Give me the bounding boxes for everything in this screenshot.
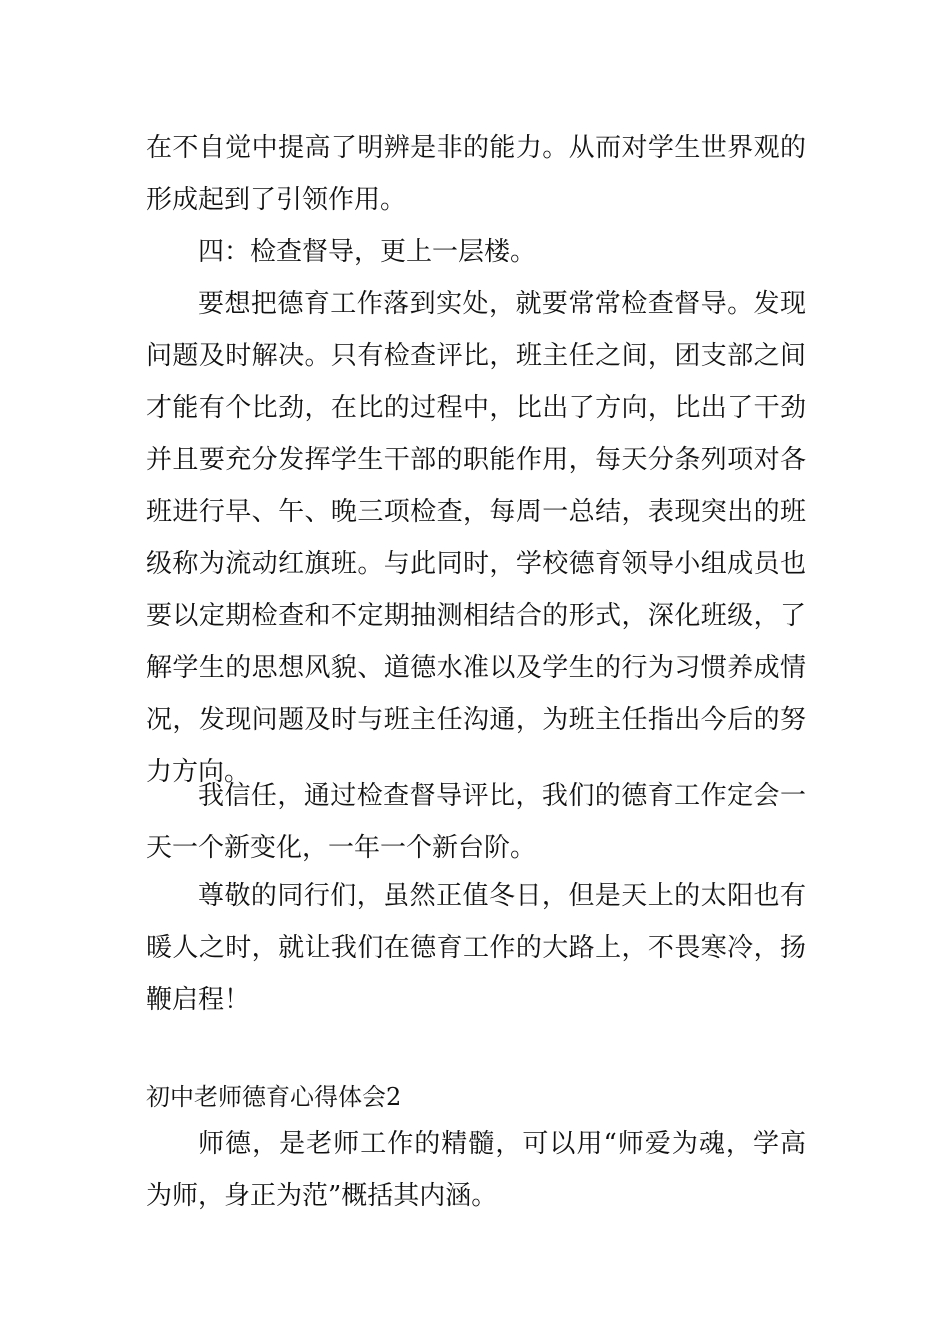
paragraph-closing: 尊敬的同行们，虽然正值冬日，但是天上的太阳也有暖人之时，就让我们在德育工作的大路上，不畏寒冷，扬鞭启程！ xyxy=(146,881,806,1015)
paragraph-belief: 我信任，通过检查督导评比，我们的德育工作定会一天一个新变化，一年一个新台阶。 xyxy=(146,781,806,863)
article-title: 初中老师德育心得体会2 xyxy=(146,1083,402,1111)
section-heading-four: 四：检查督导，更上一层楼。 xyxy=(198,237,537,267)
paragraph-teacher-ethics: 师德，是老师工作的精髓，可以用“师爱为魂，学高为师，身正为范”概括其内涵。 xyxy=(146,1129,806,1211)
paragraph-inspection: 要想把德育工作落到实处，就要常常检查督导。发现问题及时解决。只有检查评比，班主任之间，团支部之间才能有个比劲，在比的过程中，比出了方向，比出了干劲并且要充分发挥学生干部的职能作用，每天分条列项对各班进行早、午、晚三项检查，每周一总结，表现突出的班级称为流动红旗班。与此同时，学校德育领导小组成员也要以定期检查和不定期抽测相结合的形式，深化班级，了解学生的思想风貌、道德水准以及学生的行为习惯养成情况，发现问题及时与班主任沟通，为班主任指出今后的努力方向。 xyxy=(146,289,806,787)
paragraph-continuation: 在不自觉中提高了明辨是非的能力。从而对学生世界观的形成起到了引领作用。 xyxy=(146,133,806,215)
